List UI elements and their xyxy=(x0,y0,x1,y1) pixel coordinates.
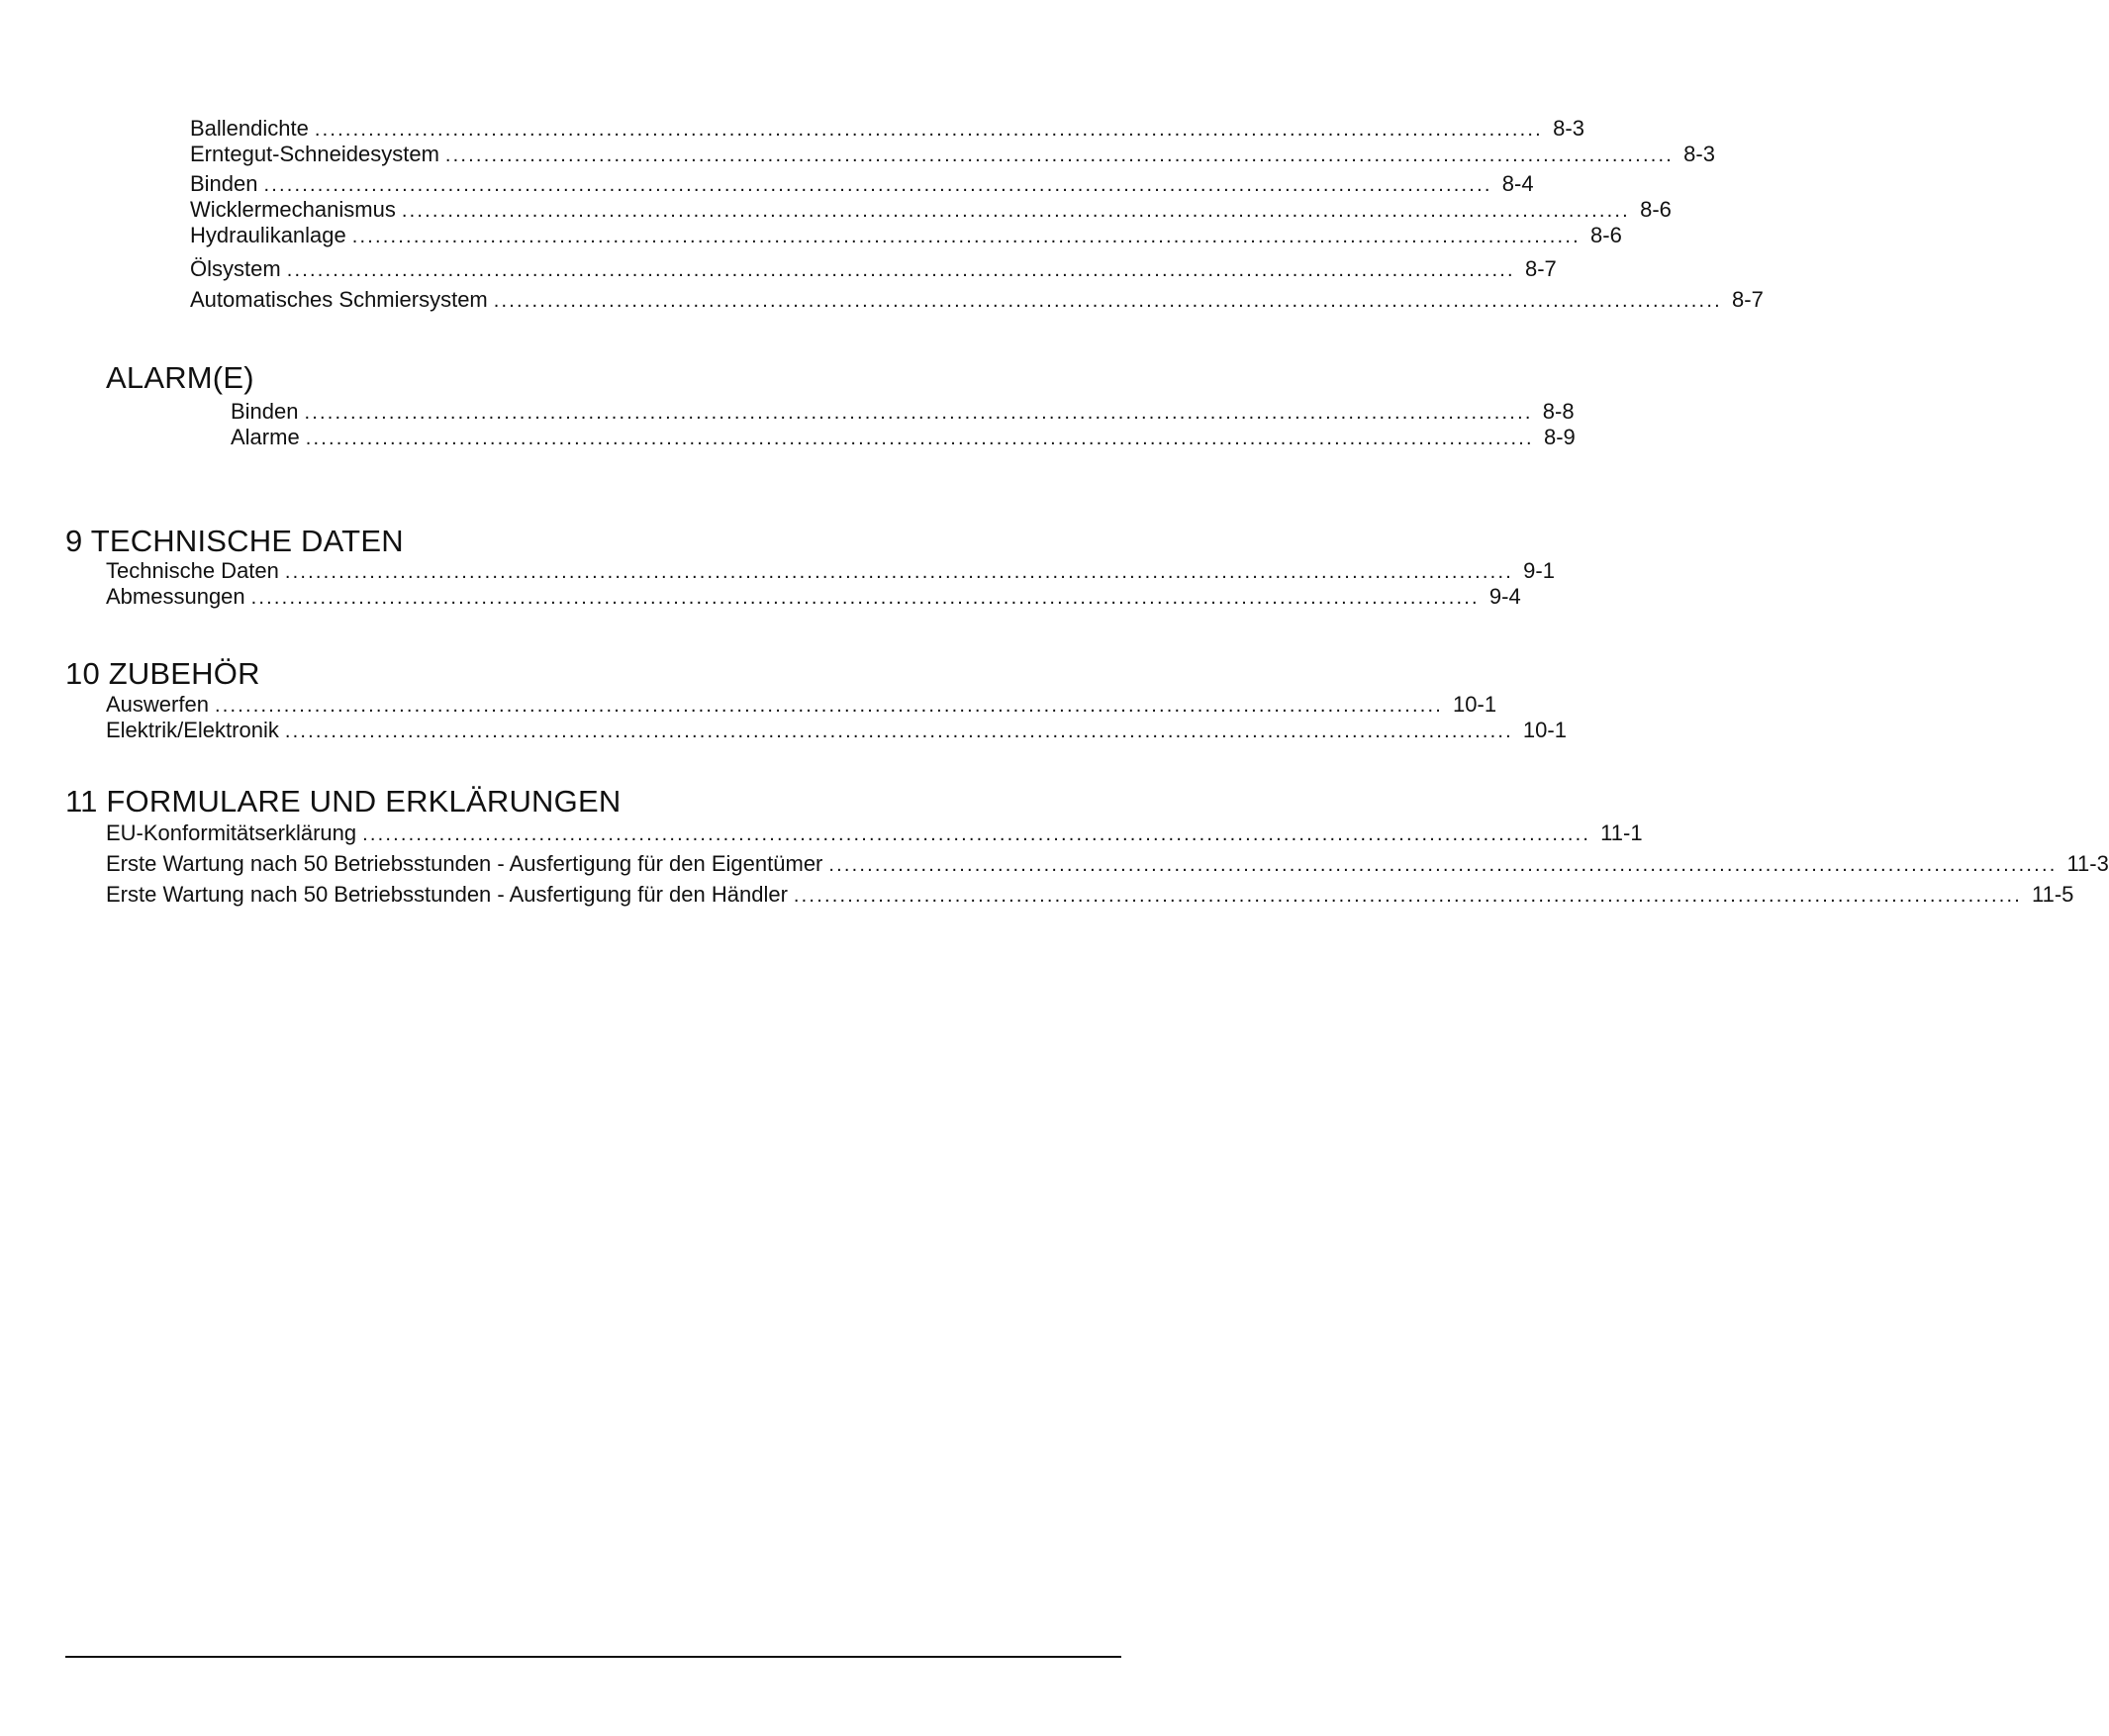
toc-page-number: 9-1 xyxy=(1523,558,1555,583)
toc-entry-label: Wicklermechanismus xyxy=(190,197,396,222)
toc-page-number: 10-1 xyxy=(1522,718,1567,742)
toc-page-number: 8-7 xyxy=(1524,256,1557,281)
toc-entry-erste-wartung-eigentuemer[interactable] xyxy=(106,851,2109,878)
toc-entry-label: Binden xyxy=(190,171,258,196)
toc-entry-elektrik-elektronik[interactable] xyxy=(106,718,1567,744)
dot-leader: ................................................................................................................................................................ xyxy=(305,428,1534,449)
dot-leader: ................................................................................................................................................................ xyxy=(793,885,2022,907)
toc-page-number: 8-3 xyxy=(1553,116,1584,141)
toc-entry-ballendichte[interactable] xyxy=(190,116,1584,143)
dot-leader: ................................................................................................................................................................ xyxy=(493,290,1722,312)
toc-entry-hydraulikanlage[interactable] xyxy=(190,223,1622,249)
dot-leader: ................................................................................................................................................................ xyxy=(351,226,1581,247)
toc-entry-label: Ballendichte xyxy=(190,116,309,141)
toc-entry-label: EU-Konformitätserklärung xyxy=(106,820,357,845)
toc-entry-abmessungen[interactable] xyxy=(106,584,1521,611)
toc-entry-label: Binden xyxy=(231,399,299,424)
chapter-heading-11[interactable]: 11 FORMULARE UND ERKLÄRUNGEN xyxy=(65,784,622,819)
toc-entry-erste-wartung-haendler[interactable] xyxy=(106,882,2074,909)
toc-page-number: 11-5 xyxy=(2031,882,2074,907)
dot-leader: ................................................................................................................................................................ xyxy=(214,695,1444,717)
toc-entry-auswerfen[interactable] xyxy=(106,692,1497,719)
toc-entry-label: Auswerfen xyxy=(106,692,209,717)
toc-entry-label: Technische Daten xyxy=(106,558,279,583)
toc-page-number: 8-3 xyxy=(1683,142,1715,166)
section-heading-alarm[interactable]: ALARM(E) xyxy=(106,360,254,395)
toc-entry-eu-konformitaetserklaerung[interactable] xyxy=(106,820,1643,847)
toc-entry-label: Erste Wartung nach 50 Betriebsstunden - Ausfertigung für den Händler xyxy=(106,882,788,907)
dot-leader: ................................................................................................................................................................ xyxy=(444,145,1674,166)
footer-rule xyxy=(65,1656,1121,1658)
dot-leader: ................................................................................................................................................................ xyxy=(263,174,1492,196)
toc-entry-label: Hydraulikanlage xyxy=(190,223,346,247)
dot-leader: ................................................................................................................................................................ xyxy=(250,587,1480,609)
toc-page-number: 8-7 xyxy=(1732,287,1764,312)
toc-page-number: 11-3 xyxy=(2066,851,2109,876)
toc-entry-label: Abmessungen xyxy=(106,584,245,609)
toc-entry-label: Alarme xyxy=(231,425,300,449)
toc-page-number: 8-6 xyxy=(1640,197,1672,222)
toc-page-number: 10-1 xyxy=(1453,692,1497,717)
toc-entry-automatisches-schmiersystem[interactable] xyxy=(190,287,1764,314)
toc-entry-label: Ölsystem xyxy=(190,256,281,281)
dot-leader: ................................................................................................................................................................ xyxy=(314,119,1543,141)
chapter-heading-10[interactable]: 10 ZUBEHÖR xyxy=(65,656,260,691)
chapter-heading-9[interactable]: 9 TECHNISCHE DATEN xyxy=(65,524,404,558)
dot-leader: ................................................................................................................................................................ xyxy=(304,402,1533,424)
toc-entry-technische-daten[interactable] xyxy=(106,558,1555,585)
toc-entry-label: Automatisches Schmiersystem xyxy=(190,287,488,312)
dot-leader: ................................................................................................................................................................ xyxy=(284,561,1513,583)
toc-entry-alarme[interactable] xyxy=(231,425,1576,451)
toc-entry-label: Erste Wartung nach 50 Betriebsstunden - Ausfertigung für den Eigentümer xyxy=(106,851,823,876)
toc-entry-binden[interactable] xyxy=(190,171,1534,198)
toc-page-number: 9-4 xyxy=(1488,584,1521,609)
toc-page-number: 8-6 xyxy=(1590,223,1622,247)
toc-page-number: 8-4 xyxy=(1501,171,1534,196)
dot-leader: ................................................................................................................................................................ xyxy=(286,259,1515,281)
toc-entry-label: Erntegut-Schneidesystem xyxy=(190,142,439,166)
dot-leader: ................................................................................................................................................................ xyxy=(401,200,1630,222)
toc-page-number: 11-1 xyxy=(1600,820,1643,845)
toc-page-number: 8-8 xyxy=(1542,399,1575,424)
toc-entry-erntegut-schneidesystem[interactable] xyxy=(190,142,1715,168)
toc-entry-label: Elektrik/Elektronik xyxy=(106,718,279,742)
toc-page-number: 8-9 xyxy=(1543,425,1576,449)
dot-leader: ................................................................................................................................................................ xyxy=(828,854,2058,876)
toc-entry-wicklermechanismus[interactable] xyxy=(190,197,1672,224)
dot-leader: ................................................................................................................................................................ xyxy=(362,823,1591,845)
toc-entry-oelsystem[interactable] xyxy=(190,256,1557,283)
dot-leader: ................................................................................................................................................................ xyxy=(284,721,1513,742)
toc-entry-alarm-binden[interactable] xyxy=(231,399,1575,426)
